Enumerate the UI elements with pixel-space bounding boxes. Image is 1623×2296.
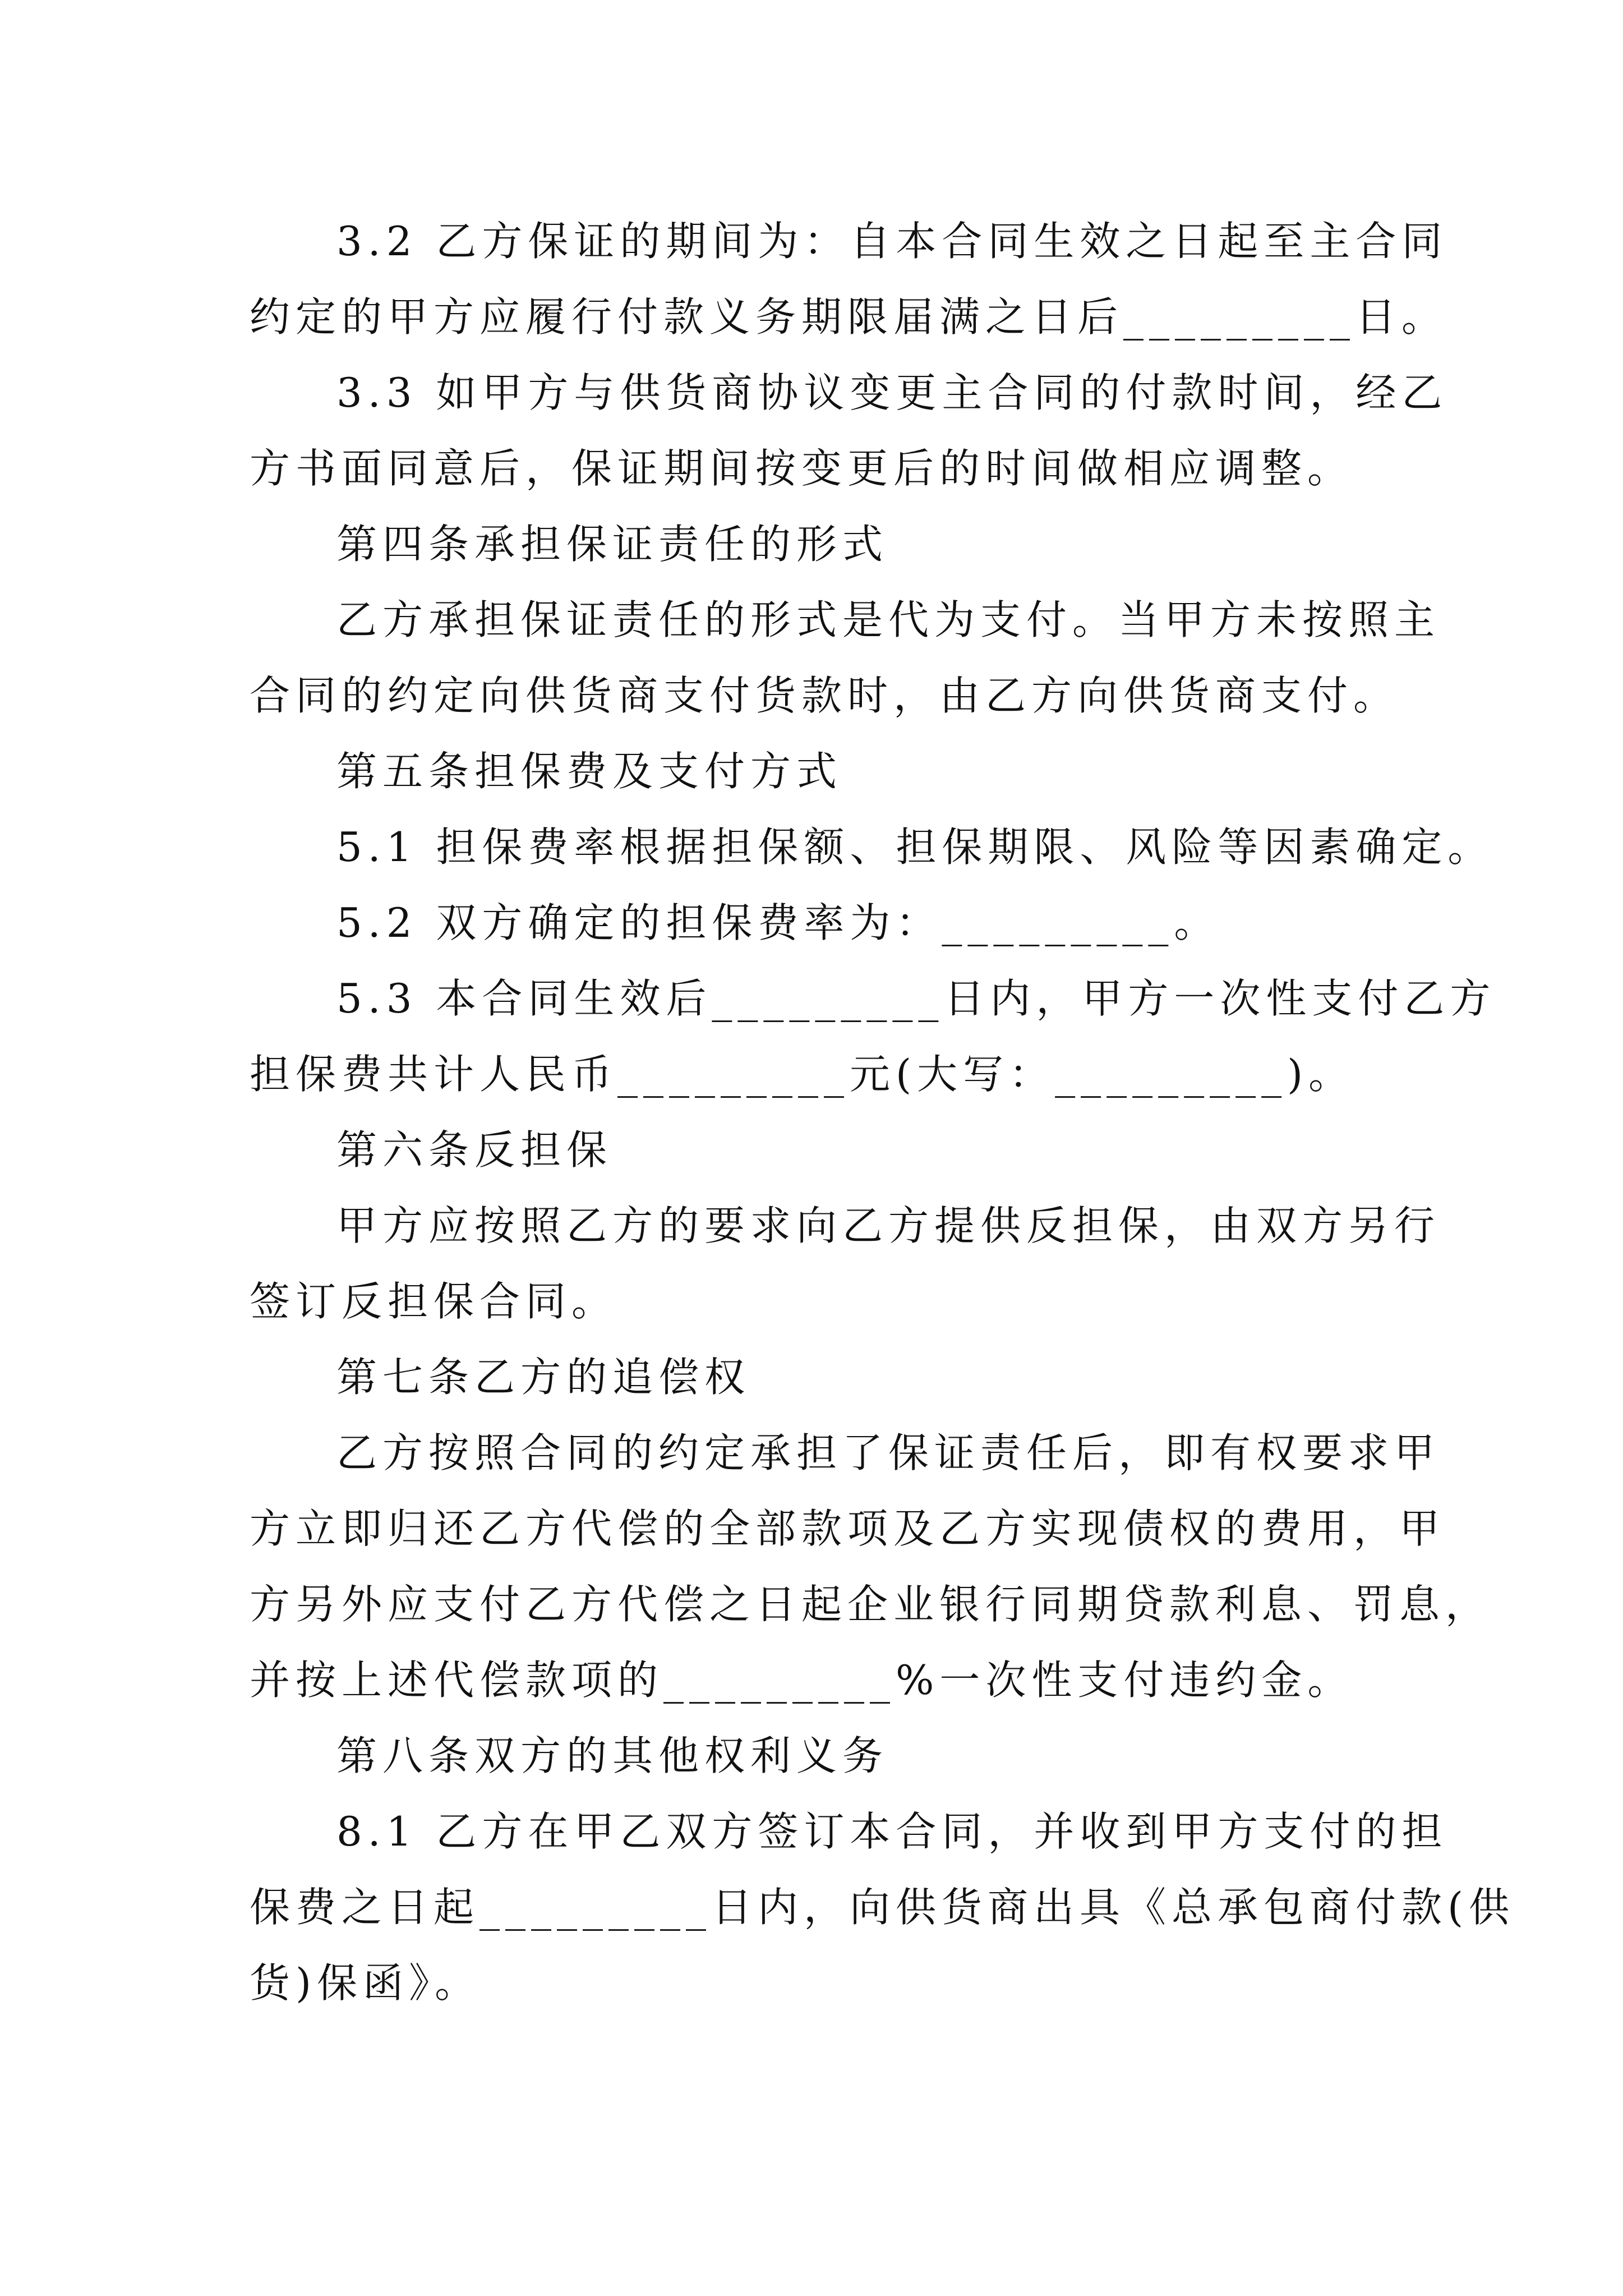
section-heading: 第八条双方的其他权利义务 (336, 1732, 889, 1779)
section-heading: 第六条反担保 (336, 1126, 613, 1174)
text-line: 货)保函》。 (250, 1959, 481, 2007)
text-line: 乙方承担保证责任的形式是代为支付。当甲方未按照主 (336, 596, 1441, 643)
text-line: 签订反担保合同。 (250, 1278, 618, 1325)
text-line: 5.1 担保费率根据担保额、担保期限、风险等因素确定。 (336, 823, 1494, 871)
text-line: 合同的约定向供货商支付货款时，由乙方向供货商支付。 (250, 672, 1400, 719)
text-line: 8.1 乙方在甲乙双方签订本合同，并收到甲方支付的担 (336, 1808, 1448, 1855)
text-line: 方另外应支付乙方代偿之日起企业银行同期贷款利息、罚息， (250, 1581, 1492, 1628)
text-line: 约定的甲方应履行付款义务期限届满之日后_________日。 (250, 293, 1448, 341)
text-line: 5.2 双方确定的担保费率为：_________。 (336, 899, 1220, 946)
section-heading: 第四条承担保证责任的形式 (336, 521, 889, 568)
text-line: 方书面同意后，保证期间按变更后的时间做相应调整。 (250, 445, 1354, 492)
text-line: 保费之日起_________日内，向供货商出具《总承包商付款(供 (250, 1884, 1515, 1931)
section-heading: 第七条乙方的追偿权 (336, 1354, 751, 1401)
text-line: 5.3 本合同生效后_________日内，甲方一次性支付乙方 (336, 975, 1496, 1022)
section-heading: 第五条担保费及支付方式 (336, 748, 843, 795)
text-line: 担保费共计人民币_________元(大写：_________)。 (250, 1051, 1355, 1098)
text-line: 3.3 如甲方与供货商协议变更主合同的付款时间，经乙 (336, 369, 1448, 416)
text-line: 3.2 乙方保证的期间为：自本合同生效之日起至主合同 (336, 218, 1448, 265)
text-line: 并按上述代偿款项的_________%一次性支付违约金。 (250, 1657, 1354, 1704)
text-line: 乙方按照合同的约定承担了保证责任后，即有权要求甲 (336, 1429, 1441, 1476)
text-line: 方立即归还乙方代偿的全部款项及乙方实现债权的费用，甲 (250, 1505, 1446, 1552)
text-line: 甲方应按照乙方的要求向乙方提供反担保，由双方另行 (336, 1202, 1441, 1249)
